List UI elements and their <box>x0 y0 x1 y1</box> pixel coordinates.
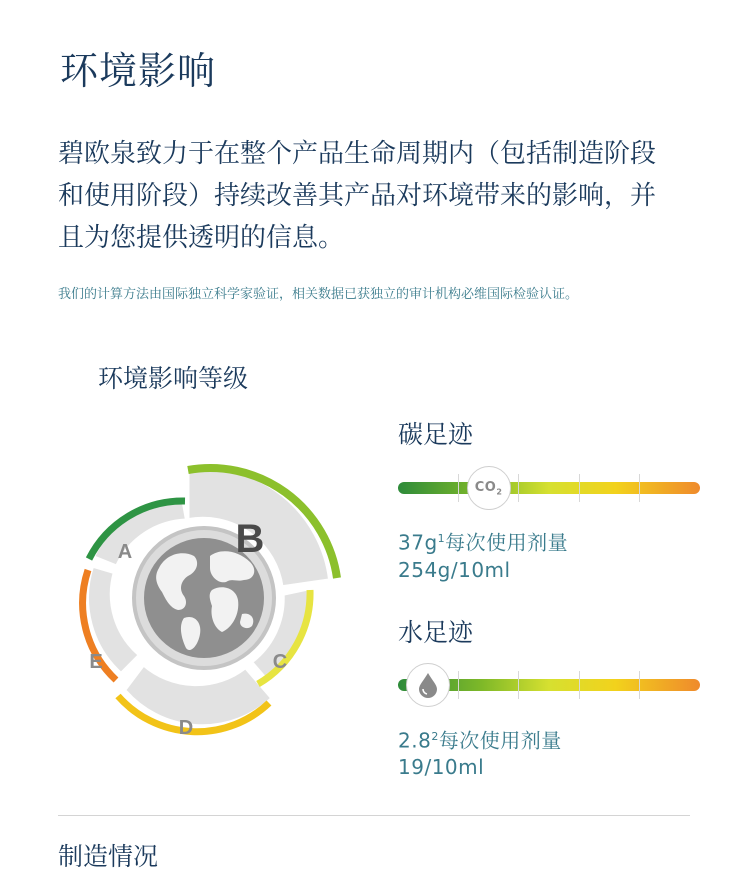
carbon-footprint-title: 碳足迹 <box>398 420 474 449</box>
scale-track <box>398 482 700 494</box>
verification-note: 我们的计算方法由国际独立科学家验证，相关数据已获独立的审计机构必维国际检验认证。 <box>58 287 579 302</box>
scale-tick <box>518 671 519 699</box>
scale-tick <box>639 474 640 502</box>
intro-line: 碧欧泉致力于在整个产品生命周期内（包括制造阶段 <box>58 139 657 169</box>
water-per-volume: 19/10ml <box>398 755 485 779</box>
scale-tick <box>579 474 580 502</box>
grade-label-e: E <box>89 651 103 673</box>
grade-label-b: B <box>235 517 265 561</box>
carbon-per-volume: 254g/10ml <box>398 558 511 582</box>
scale-tick <box>518 474 519 502</box>
water-drop-icon <box>406 663 450 707</box>
co2-badge-text: $CO_2$ <box>474 479 503 497</box>
impact-grade-wheel <box>54 458 354 758</box>
intro-line: 和使用阶段）持续改善其产品对环境带来的影响，并 <box>58 181 657 211</box>
section-divider <box>58 815 690 816</box>
scale-tick <box>458 474 459 502</box>
page-title: 环境影响 <box>60 49 217 93</box>
grade-label-a: A <box>117 541 133 563</box>
impact-grade-title: 环境影响等级 <box>98 364 249 393</box>
water-value: $2.8^2$每次使用剂量 <box>398 728 562 753</box>
water-footprint-title: 水足迹 <box>398 618 474 647</box>
scale-tick <box>639 671 640 699</box>
scale-tick <box>458 671 459 699</box>
carbon-footprint-scale <box>398 479 700 497</box>
co2-icon <box>467 466 511 510</box>
intro-paragraph <box>58 133 698 259</box>
scale-tick <box>579 671 580 699</box>
water-footprint-scale <box>398 679 700 691</box>
carbon-value: $37g^1$每次使用剂量 <box>398 530 569 555</box>
manufacturing-section-title: 制造情况 <box>58 842 159 871</box>
grade-label-c: C <box>272 651 288 673</box>
grade-label-d: D <box>178 717 194 739</box>
intro-line: 且为您提供透明的信息。 <box>58 223 345 253</box>
water-drop-shape <box>418 672 438 698</box>
